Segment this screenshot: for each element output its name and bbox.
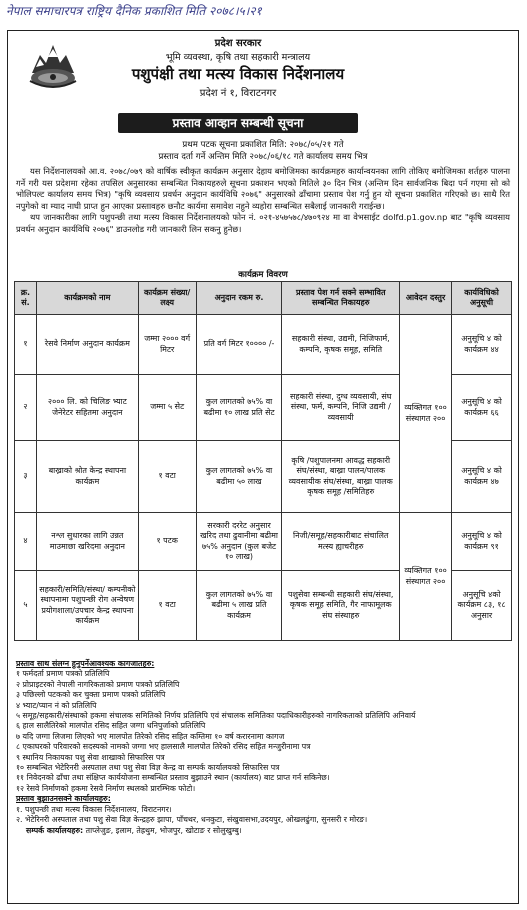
header-location: प्रदेश नं १, विराटनगर	[199, 88, 277, 99]
cell-sn: १	[15, 315, 37, 375]
col-header-program: कार्यक्रमको नाम	[36, 282, 138, 315]
cell-program: २००० लि. को चिलिङ भ्याट जेनेरेटर सहितमा अनुदान	[36, 375, 138, 441]
cell-eligible: निजी/समूह/सहकारीबाट संचालित मत्स्य ह्याचरीहरु	[282, 513, 400, 571]
notice-frame	[7, 30, 519, 904]
table-title: कार्यक्रम विवरण	[238, 270, 288, 280]
notice-body	[16, 166, 510, 236]
header-province-govt: प्रदेश सरकार	[214, 38, 262, 49]
cell-sn: ३	[15, 441, 37, 513]
publish-date: प्रथम पटक सूचना प्रकाशित मिति: २०७८/०५/२१ गते	[182, 140, 344, 150]
cell-program: नश्ल सुधारका लागि उन्नत माउमाछा खरिदमा अनुदान	[36, 513, 138, 571]
handwritten-publication-note: नेपाल समाचारपत्र राष्ट्रिय दैनिक प्रकाशित मिति २०७८।५।२१	[6, 4, 262, 18]
header-directorate: पशुपंक्षी तथा मत्स्य विकास निर्देशनालय	[131, 65, 345, 83]
cell-program: रेसवे निर्माण अनुदान कार्यक्रम	[36, 315, 138, 375]
list-item: ८ एकाघरको परिवारको सदस्यको नामको जग्गा भए हालसालै मालपोत तिरेको रसिद सहित मन्जुरीनामा पत्र	[16, 742, 311, 752]
list-item: ११ निवेदनको ढाँचा तथा संक्षिप्त कार्ययोजना सम्बन्धित प्रस्ताव बुझाउने स्थान (कार्यालय) बाट प्राप्त गर्न सकिनेछ।	[16, 773, 330, 783]
cell-annex: अनुसूचि ४ को कार्यक्रम ६६	[452, 375, 512, 441]
cell-program: बाख्राको श्रोत केन्द्र स्थापना कार्यक्रम	[36, 441, 138, 513]
cell-grant: कुल लागतको ७५% वा बढीमा ५० लाख	[196, 441, 282, 513]
contact-offices	[16, 826, 512, 836]
col-header-sn: क्र. सं.	[15, 282, 37, 315]
cell-target: १ वटा	[138, 441, 196, 513]
cell-annex: अनुसूचि ४ को कार्यक्रम ४४	[452, 315, 512, 375]
col-header-annex: कार्यविधिको अनुसूची	[452, 282, 512, 315]
intro-paragraph-1: यस निर्देशनालयको आ.व. २०७८/०७९ को वार्षिक स्वीकृत कार्यक्रम अनुसार देहाय बमोजिमका कार्यक्रमहरु कार्यान्वयनका लागि तोकिए बमोजिमका शर्तहरु पालना गर्ने गरी यस प्रदेशमा रहेका तपसिल अनुसारका सम्बन्धित निकायहरुले सूचना प्रकाशन भएको मितिले ३० दिन भित्र (अन्तिम दिन सार्वजनिक बिदा पर्न गएमा सो को भोलिपल्ट कार्यालय समय भित्र) "कृषि व्यवसाय प्रवर्धन अनुदान कार्यविधि २०७६" अनुसारको ढाँचामा प्रस्ताव पेश गर्नु हुन यो सूचना प्रकाशित गरिएको छ। साथै रित नपुगेको वा म्याद नाघी प्राप्त हुन आएका प्रस्तावहरु छनौट कार्यमा समावेश नहुने व्यहोरा सम्बन्धित सबैलाई जानकारी गराईन्छ।	[16, 166, 510, 211]
notice-title-banner: प्रस्ताव आव्हान सम्बन्धी सूचना	[118, 113, 358, 133]
cell-sn: २	[15, 375, 37, 441]
fee-text: व्यक्तिगत १०० संस्थागत २००	[404, 403, 447, 423]
cell-grant: कुल लागतको ७५% वा बढीमा १० लाख प्रति सेट	[196, 375, 282, 441]
cell-fee	[400, 315, 452, 513]
office-header	[88, 35, 388, 99]
list-item: ५ समूह/सहकारी/संस्थाको हकमा संचालक समितिको निर्णय प्रतिलिपि एवं संचालक समितिका पदाधिकारीहरुको नागरिकताको प्रतिलिपि अनिवार्य	[16, 711, 416, 721]
table-header-row	[15, 282, 512, 315]
cell-grant: सरकारी दररेट अनुसार खरिद तथा ढुवानीमा बढीमा ७५% अनुदान (कुल बजेट १० लाख)	[196, 513, 282, 571]
table-row	[15, 513, 512, 571]
program-table	[14, 281, 512, 641]
cell-eligible: सहकारी संस्था, दुग्ध व्यवसायी, संघ संस्था, फर्म, कम्पनि, निजि उद्यमी /व्यवसायी	[282, 375, 400, 441]
cell-annex: अनुसूचि ४ को कार्यक्रम ९१	[452, 513, 512, 571]
col-header-grant: अनुदान रकम रु.	[196, 282, 282, 315]
requirements-section	[16, 659, 512, 836]
cell-target: १ वटा	[138, 571, 196, 641]
list-item: १२ रेसवे निर्माणको हकमा रेसवे निर्माण स्थलको प्रारम्भिक फोटो।	[16, 783, 196, 793]
contact-label: सम्पर्क कार्यालयहरु:	[26, 825, 84, 835]
required-docs-heading: प्रस्ताव साथ संलग्न हुनुपर्नेआवश्यक कागजातहरु:	[16, 659, 155, 668]
required-docs-list	[16, 669, 512, 794]
header-ministry: भूमि व्यवस्था, कृषि तथा सहकारी मन्त्रालय	[165, 52, 311, 63]
cell-annex: अनुसूचि ४ को कार्यक्रम ४७	[452, 441, 512, 513]
table-row	[15, 315, 512, 375]
list-item: ६ हाल सालैतिरेको मालपोत रसिद सहित जग्गा धनिपुर्जाको प्रतिलिपि	[16, 721, 206, 731]
cell-eligible: सहकारी संस्था, उद्यमी, निजिफार्म, कम्पनि, कृषक समूह, समिति	[282, 315, 400, 375]
submission-offices-list	[16, 805, 512, 826]
list-item: १ फर्मदर्ता प्रमाण पत्रको प्रतिलिपि	[16, 669, 110, 679]
cell-sn: ५	[15, 571, 37, 641]
list-item: १. पशुपन्छी तथा मत्स्य विकास निर्देशनालय, विराटनगर।	[16, 804, 172, 814]
cell-fee	[400, 513, 452, 641]
list-item: ७ यदि जग्गा लिजमा लिएको भए मालपोत तिरेको रसिद सहित कम्तिमा १० वर्ष करारनामा कागज	[16, 731, 285, 741]
cell-grant: प्रति वर्ग मिटर १०००० /-	[196, 315, 282, 375]
col-header-target: कार्यक्रम संख्या/लक्ष्य	[138, 282, 196, 315]
intro-paragraph-2: थप जानकारीका लागि पशुपन्छी तथा मत्स्य विकास निर्देशनालयको फोन नं. ०२१-४५७५७८/४७०९२४ मा वा वेभसाईट dolfd.p1.gov.np बाट "कृषि व्यवसाय प्रवर्धन अनुदान कार्यविधि २०७६" डाउनलोड गरी जानकारी लिन सकनु हुनेछ।	[16, 212, 510, 234]
col-header-fee: आवेदन दस्तुर	[400, 282, 452, 315]
list-item: ९ स्थानिय निकायका पशु सेवा शाखाको सिफारिस पत्र	[16, 752, 165, 762]
list-item: ४ भ्याट/प्यान नं को प्रतिलिपि	[16, 700, 97, 710]
fee-text: व्यक्तिगत १०० संस्थागत २००	[404, 566, 447, 586]
contact-text: ताप्लेजुङ, इलाम, तेह्रथुम, भोजपुर, खोटाङ र सोलुखुम्बु।	[85, 825, 242, 835]
list-item: २. भेटेरिनरी अस्पताल तथा पशु सेवा विज्ञ केन्द्रहरु झापा, पाँचथर, धनकुटा, संखुवासभा,उदयपुर, ओखलढुंगा, सुनसरी र मोरङ।	[16, 815, 368, 825]
cell-program: सहकारी/समिति/संस्था/ कम्पनीको स्थापनामा पशुपन्छी रोग अन्वेषण प्रयोगशाला/उपचार केन्द्र स्थापना कार्यक्रम	[36, 571, 138, 641]
cell-eligible: पशुसेवा सम्बन्धी सहकारी संघ/संस्था, कृषक समूह समिति, गैर नाफामूलक संघ संस्थाहरु	[282, 571, 400, 641]
government-emblem-icon	[26, 37, 80, 89]
cell-target: १ पटक	[138, 513, 196, 571]
list-item: १० सम्बन्धित भेटेरिनरी अस्पताल तथा पशु सेवा विज्ञ केन्द्र वा सम्पर्क कार्यालयको सिफारिस पत्र	[16, 763, 280, 773]
cell-sn: ४	[15, 513, 37, 571]
col-header-eligible: प्रस्ताव पेश गर्न सक्ने सम्भावित सम्बन्धित निकायहरु	[282, 282, 400, 315]
cell-annex: अनुसूचि ४को कार्यक्रम ८३, १८ अनुसार	[452, 571, 512, 641]
list-item: ३ पछिल्लो पटकको कर चुक्ता प्रमाण पत्रको प्रतिलिपि	[16, 690, 166, 700]
cell-eligible: कृषि /पशुपालनमा आवद्ध सहकारी संघ/संस्था, बाख्रा पालन/पालक व्यवसायीक संघ/संस्था, बाख्रा पालक कृषक समूह /समितिहरु	[282, 441, 400, 513]
submission-offices-heading: प्रस्ताव बुझाउनसक्ने कार्यालयहरु:	[16, 794, 111, 804]
cell-target: जम्मा ५ सेट	[138, 375, 196, 441]
cell-grant: कुल लागतको ७५% वा बढीमा ५ लाख प्रति कार्यक्रम	[196, 571, 282, 641]
list-item: २ प्रोप्राइटरको नेपाली नागरिकताको प्रमाण पत्रको प्रतिलिपि	[16, 679, 180, 689]
cell-target: जम्मा २००० वर्ग मिटर	[138, 315, 196, 375]
notice-dates	[8, 139, 518, 163]
deadline-date: प्रस्ताव दर्ता गर्ने अन्तिम मिति २०७८/०६/१८ गते कार्यालय समय भित्र	[158, 152, 368, 162]
